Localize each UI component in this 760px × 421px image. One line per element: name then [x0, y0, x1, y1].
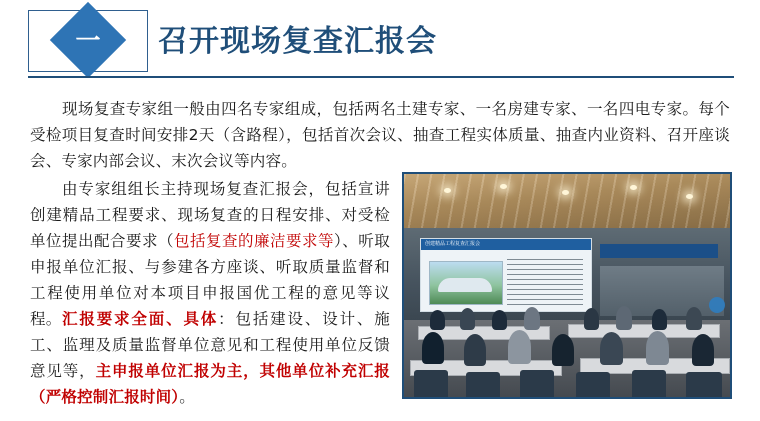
photo-attendee — [492, 310, 507, 330]
meeting-room-photo — [402, 172, 732, 399]
paragraph-two-text-a: 由专家组组长主持现场复查汇报会，包括宣讲创建精品工程要求、现场复查的日程安排、对受检单位提出配合要求（ — [30, 180, 390, 250]
paragraph-two-text-b: ）、听取申报单位汇报、与参建各方座谈、听取质量监督和工程使用单位对本项目申报国优工程的意见等议程。 — [30, 232, 390, 328]
photo-attendee — [616, 306, 632, 330]
photo-attendee — [552, 334, 574, 366]
photo-attendee — [422, 332, 444, 364]
photo-screen-text-lines — [507, 259, 583, 305]
photo-attendee — [508, 330, 531, 364]
photo-ceiling-light — [444, 188, 451, 193]
photo-projection-screen — [420, 238, 592, 312]
photo-wall-banner — [600, 244, 718, 258]
photo-attendee — [646, 331, 669, 365]
paragraph-two-highlight: 包括复查的廉洁要求等 — [174, 232, 335, 250]
photo-chair — [576, 372, 610, 399]
photo-ceiling-light — [500, 184, 507, 189]
section-number-badge — [28, 10, 148, 72]
photo-attendee — [584, 308, 599, 330]
paragraph-one — [30, 96, 730, 174]
photo-chair — [466, 372, 500, 399]
page-title: 召开现场复查汇报会 — [158, 24, 437, 59]
paragraph-three-highlight-two: 主申报单位汇报为主，其他单位补充汇报（严格控制汇报时间） — [30, 362, 390, 406]
photo-watermark-logo — [709, 297, 725, 313]
photo-attendee — [524, 307, 540, 330]
photo-attendee — [430, 310, 445, 330]
photo-chair — [520, 370, 554, 399]
photo-ceiling-light — [562, 190, 569, 195]
badge-number-label: 一 — [75, 26, 101, 55]
photo-attendee — [692, 334, 714, 366]
photo-screen-image — [429, 261, 503, 305]
photo-screen-building — [438, 278, 492, 292]
photo-screen-title-band — [421, 239, 591, 250]
photo-chair — [686, 372, 722, 399]
photo-ceiling-texture — [404, 174, 730, 232]
header-divider — [28, 76, 734, 78]
paragraph-three-text-b: 。 — [179, 388, 195, 406]
paragraph-three — [30, 306, 390, 410]
paragraph-three-text-a: ：包括建设、设计、施工、监理及质量监督单位意见和工程使用单位反馈意见等， — [30, 310, 390, 380]
photo-attendee — [686, 307, 702, 330]
photo-attendee — [600, 332, 623, 365]
slide-header — [0, 0, 760, 82]
photo-attendee — [464, 334, 486, 366]
photo-chair — [414, 370, 448, 399]
paragraph-three-highlight-one: 汇报要求全面、具体 — [62, 310, 219, 328]
photo-ceiling-light — [630, 185, 637, 190]
paragraph-one-text: 现场复查专家组一般由四名专家组成，包括两名土建专家、一名房建专家、一名四电专家。每个受检项目复查时间安排2天（含路程），包括首次会议、抽查工程实体质量、抽查内业资料、召开座谈会、专家内部会议、末次会议等内容。 — [30, 100, 730, 170]
photo-attendee — [460, 308, 475, 330]
photo-ceiling-light — [686, 194, 693, 199]
photo-screen-title: 创建精品工程复查汇报会 — [425, 241, 481, 247]
photo-chair — [632, 370, 666, 399]
photo-attendee — [652, 309, 667, 330]
